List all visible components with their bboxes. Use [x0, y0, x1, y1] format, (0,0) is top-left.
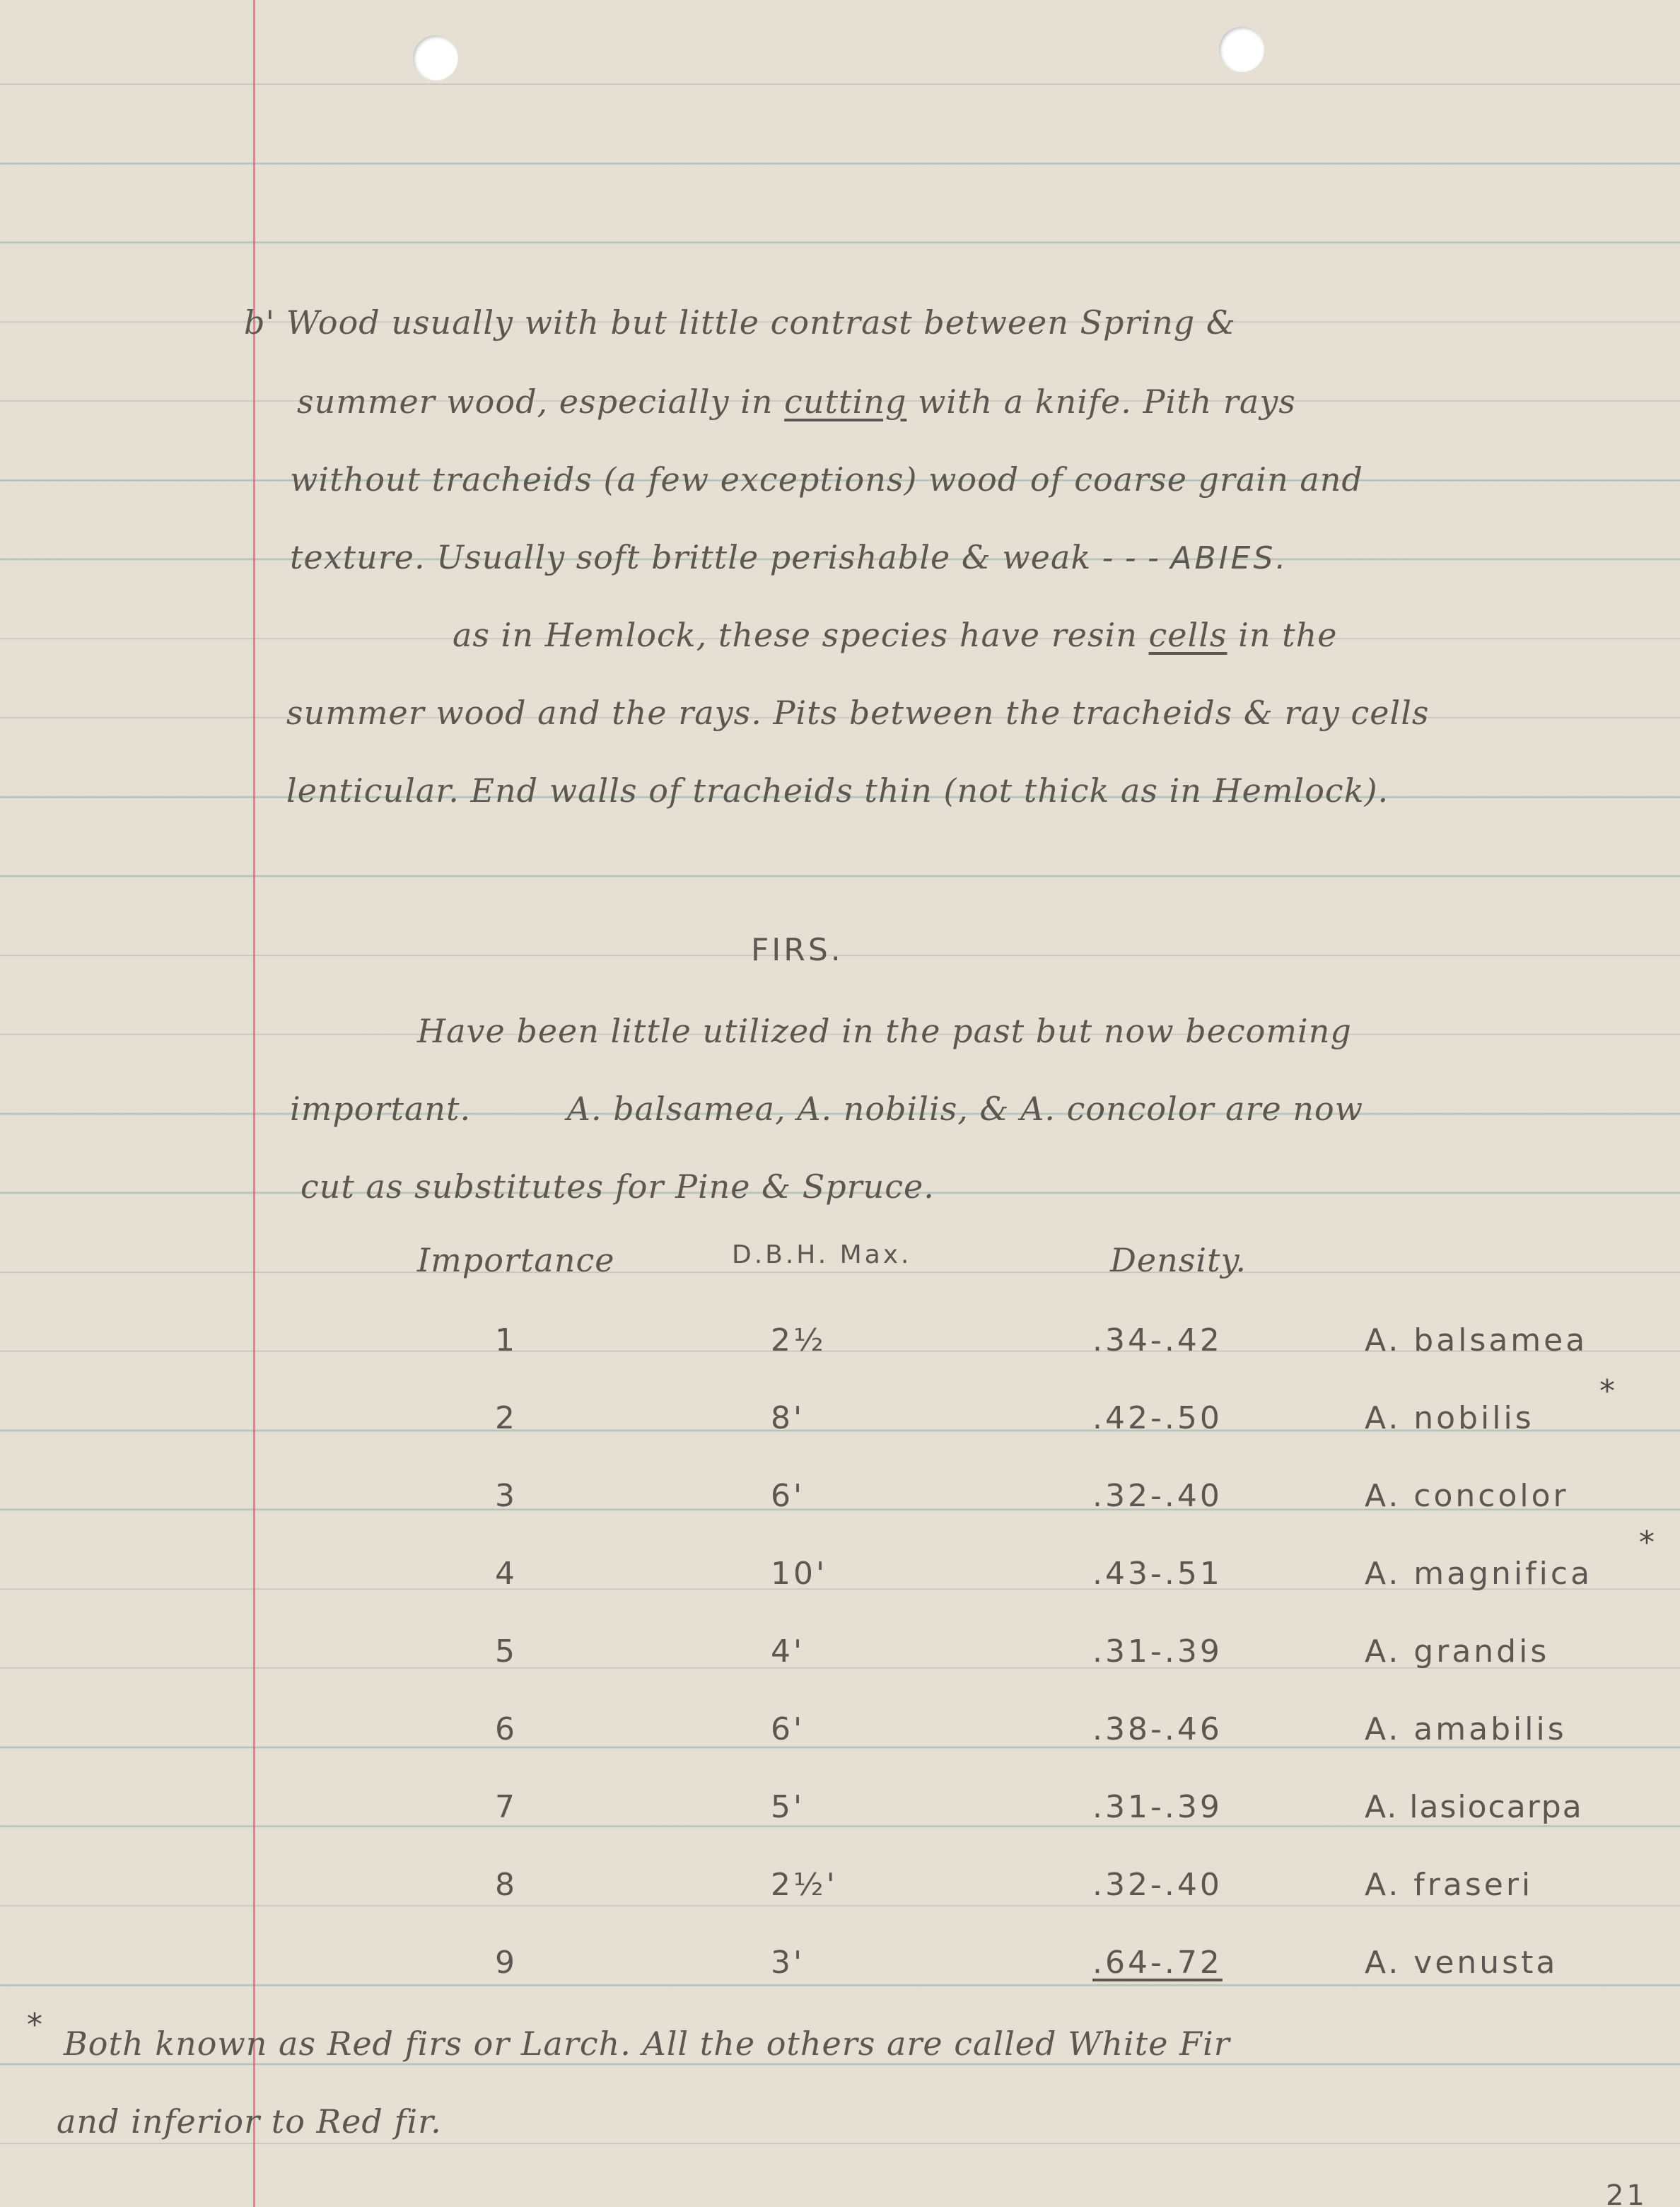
intro-line1: Have been little utilized in the past but now becoming: [417, 1012, 1352, 1050]
intro-line2-b: A. balsamea, A. nobilis, & A. concolor are now: [566, 1090, 1364, 1128]
cell-density: .64-.72: [1092, 1945, 1223, 1981]
cell-importance: 4: [495, 1556, 518, 1592]
cell-density: .32-.40: [1092, 1867, 1223, 1903]
asterisk-magnifica: *: [1639, 1525, 1655, 1561]
cell-importance: 2: [495, 1400, 518, 1436]
cell-species: A. balsamea: [1365, 1322, 1588, 1358]
cell-density: .32-.40: [1092, 1478, 1223, 1514]
cell-dbh: 2½': [771, 1867, 838, 1903]
punch-hole-right: [1219, 27, 1264, 72]
cell-dbh: 6': [771, 1711, 805, 1747]
table-row: [0, 1711, 1680, 1789]
para1-line2-b: with a knife. Pith rays: [917, 383, 1296, 421]
page-number: 21: [1606, 2179, 1647, 2207]
footnote-line1: Both known as Red firs or Larch. All the others are called White Fir: [64, 2025, 1230, 2063]
intro-line2-a: important.: [290, 1090, 472, 1128]
table-row: [0, 1945, 1680, 2022]
para1-line2-a: summer wood, especially in: [297, 383, 774, 421]
punch-hole-left: [413, 35, 458, 81]
cell-species: A. nobilis: [1365, 1400, 1534, 1436]
para1-line3: without tracheids (a few exceptions) wood of coarse grain and: [290, 460, 1363, 499]
footnote-line2: and inferior to Red fir.: [57, 2102, 442, 2141]
table-row: [0, 1867, 1680, 1945]
cell-density: .43-.51: [1092, 1556, 1223, 1592]
cell-importance: 7: [495, 1789, 518, 1825]
table-row: [0, 1634, 1680, 1711]
cell-dbh: 10': [771, 1556, 828, 1592]
para2-line1-b: in the: [1238, 616, 1338, 654]
header-dbh: D.B.H. Max.: [732, 1240, 912, 1269]
underlined-cutting: cutting: [784, 383, 907, 421]
abies-label: ABIES.: [1170, 540, 1289, 576]
cell-density: .38-.46: [1092, 1711, 1223, 1747]
table-row: [0, 1322, 1680, 1400]
header-importance: Importance: [417, 1241, 615, 1279]
intro-line3: cut as substitutes for Pine & Spruce.: [301, 1167, 935, 1206]
cell-species: A. fraseri: [1365, 1867, 1534, 1903]
cell-dbh: 4': [771, 1634, 805, 1670]
para1-line4: [290, 537, 1288, 578]
asterisk-nobilis: *: [1599, 1373, 1615, 1409]
cell-species: A. venusta: [1365, 1945, 1558, 1981]
cell-dbh: 6': [771, 1478, 805, 1514]
cell-importance: 8: [495, 1867, 518, 1903]
cell-species: A. grandis: [1365, 1634, 1550, 1670]
para1-line1: b' Wood usually with but little contrast between Spring &: [244, 303, 1236, 342]
cell-species: A. magnifica: [1365, 1556, 1593, 1592]
table-row: [0, 1525, 1680, 1634]
cell-importance: 9: [495, 1945, 518, 1981]
cell-importance: 5: [495, 1634, 518, 1670]
section-title: FIRS.: [751, 932, 844, 968]
cell-density: .34-.42: [1092, 1322, 1223, 1358]
cell-species: A. concolor: [1365, 1478, 1569, 1514]
cell-density: .42-.50: [1092, 1400, 1223, 1436]
cell-density: .31-.39: [1092, 1789, 1223, 1825]
cell-importance: 3: [495, 1478, 518, 1514]
cell-importance: 6: [495, 1711, 518, 1747]
cell-species: A. amabilis: [1365, 1711, 1567, 1747]
table-row: [0, 1373, 1680, 1478]
intro-line2: [290, 1089, 1363, 1129]
para1-line4-a: texture. Usually soft brittle perishable & weak - - -: [290, 538, 1160, 576]
cell-dbh: 8': [771, 1400, 805, 1436]
cell-dbh: 3': [771, 1945, 805, 1981]
table-row: [0, 1478, 1680, 1556]
footnote-asterisk: *: [27, 2007, 42, 2043]
cell-density: .31-.39: [1092, 1634, 1223, 1670]
para2-line1-a: as in Hemlock, these species have resin: [453, 616, 1138, 654]
cell-dbh: 2½: [771, 1322, 827, 1358]
para2-line2: summer wood and the rays. Pits between the tracheids & ray cells: [286, 694, 1430, 732]
header-density: Density.: [1110, 1241, 1247, 1279]
underlined-cells: cells: [1148, 616, 1227, 654]
cell-species: A. lasiocarpa: [1365, 1789, 1583, 1825]
para1-line2: [297, 382, 1296, 421]
table-row: [0, 1789, 1680, 1867]
para2-line1: [453, 615, 1337, 655]
cell-importance: 1: [495, 1322, 518, 1358]
para2-line3: lenticular. End walls of tracheids thin (not thick as in Hemlock).: [286, 771, 1389, 810]
cell-dbh: 5': [771, 1789, 805, 1825]
